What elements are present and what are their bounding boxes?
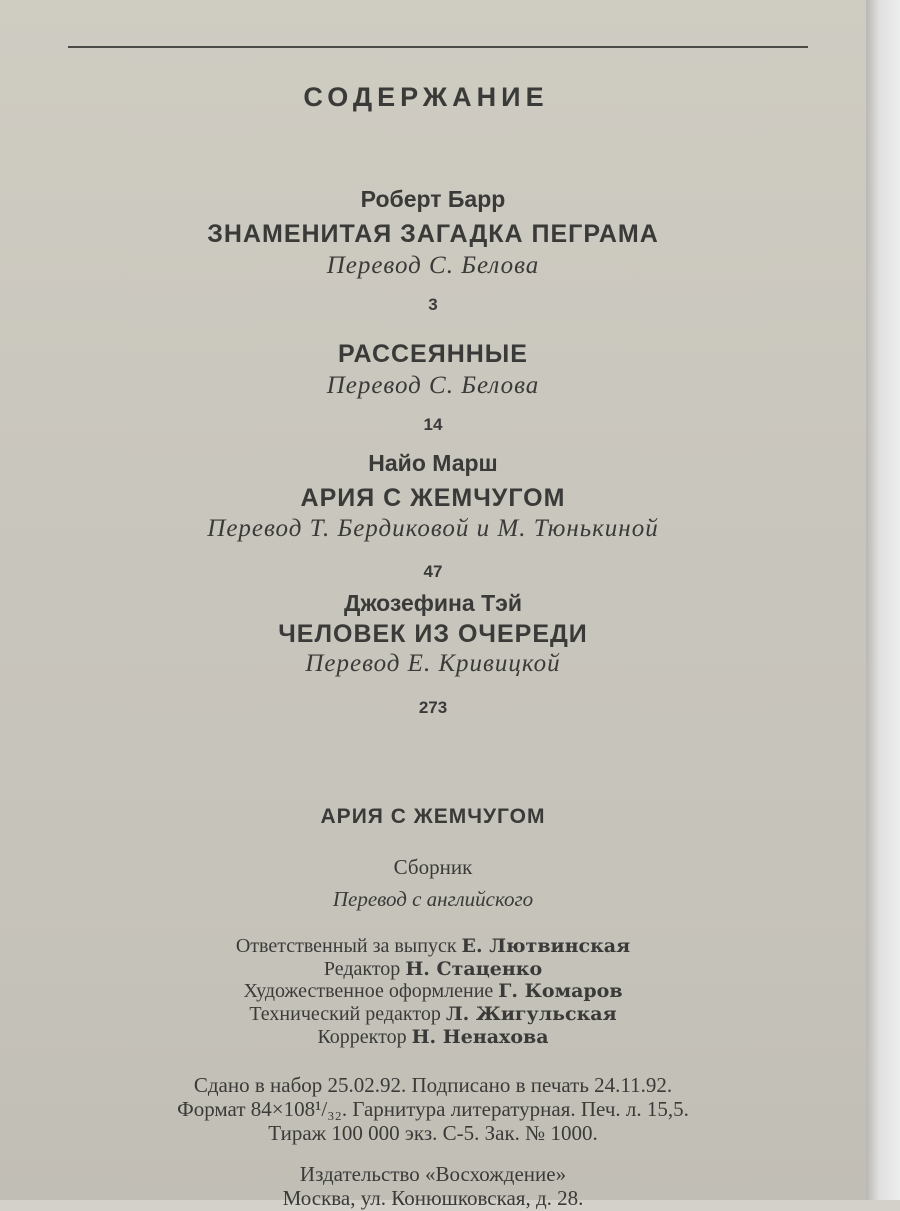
credit-role: Корректор bbox=[317, 1026, 407, 1048]
credit-role: Технический редактор bbox=[249, 1003, 441, 1025]
credit-name: Н. Стаценко bbox=[405, 958, 543, 980]
page-edge bbox=[866, 0, 900, 1200]
toc-translator: Перевод Т. Бердиковой и М. Тюнькиной bbox=[207, 515, 659, 542]
credit-role: Ответственный за выпуск bbox=[235, 935, 457, 957]
toc-title: РАССЕЯННЫЕ bbox=[338, 340, 528, 368]
toc-page-number: 14 bbox=[423, 415, 443, 434]
credit-name: Н. Ненахова bbox=[411, 1026, 549, 1048]
toc-page-number: 47 bbox=[423, 562, 443, 581]
credit-name: Е. Лютвинская bbox=[461, 935, 631, 957]
credit-line bbox=[0, 1003, 866, 1026]
print-info-line: Формат 84×108¹/₃₂. Гарнитура литературная. Печ. л. 15,5. bbox=[177, 1097, 689, 1121]
top-rule bbox=[68, 46, 808, 48]
toc-page-number: 273 bbox=[418, 698, 448, 717]
toc-author: Джозефина Тэй bbox=[343, 590, 522, 616]
credit-line bbox=[0, 980, 866, 1003]
print-info-line: Сдано в набор 25.02.92. Подписано в печать 24.11.92. bbox=[193, 1073, 673, 1097]
credit-role: Редактор bbox=[323, 958, 401, 980]
publisher: Издательство «Восхождение» bbox=[299, 1162, 567, 1186]
imprint-type: Сборник bbox=[393, 855, 473, 879]
toc-title: АРИЯ С ЖЕМЧУГОМ bbox=[300, 484, 566, 512]
imprint-book-title: АРИЯ С ЖЕМЧУГОМ bbox=[320, 805, 546, 828]
credit-name: Л. Жигульская bbox=[445, 1003, 617, 1025]
toc-author: Найо Марш bbox=[368, 450, 498, 476]
publisher-address: Москва, ул. Конюшковская, д. 28. bbox=[282, 1186, 584, 1210]
toc-author: Роберт Барр bbox=[360, 186, 506, 212]
toc-title: ЧЕЛОВЕК ИЗ ОЧЕРЕДИ bbox=[278, 620, 588, 648]
credit-line bbox=[0, 935, 866, 958]
toc-translator: Перевод С. Белова bbox=[326, 252, 540, 279]
toc-translator: Перевод С. Белова bbox=[326, 372, 540, 399]
credit-line bbox=[0, 1026, 866, 1049]
toc-title: ЗНАМЕНИТАЯ ЗАГАДКА ПЕГРАМА bbox=[207, 220, 659, 248]
print-info-line: Тираж 100 000 экз. С-5. Зак. № 1000. bbox=[268, 1121, 598, 1145]
credit-name: Г. Комаров bbox=[498, 980, 623, 1002]
toc-translator: Перевод Е. Кривицкой bbox=[305, 650, 561, 677]
imprint-translation-note: Перевод с английского bbox=[332, 887, 534, 911]
credit-role: Художественное оформление bbox=[243, 980, 494, 1002]
credit-line bbox=[0, 958, 866, 981]
contents-title: СОДЕРЖАНИЕ bbox=[303, 82, 549, 112]
toc-page-number: 3 bbox=[428, 295, 438, 314]
